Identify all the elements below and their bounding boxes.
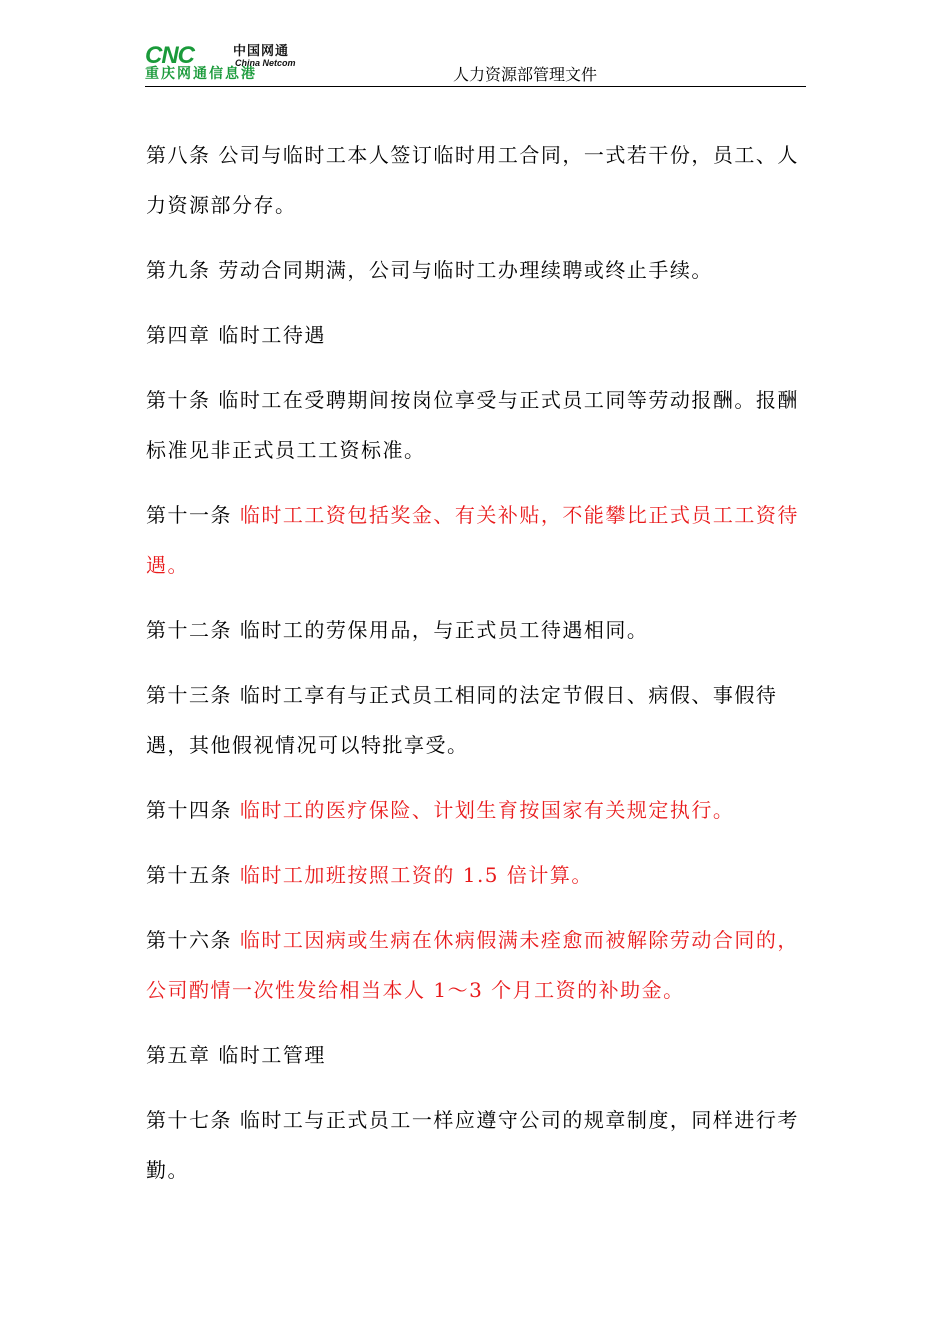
article-paragraph bbox=[146, 670, 808, 770]
logo-cn-name: 中国网通 bbox=[233, 44, 290, 59]
article-text: 公司与临时工本人签订临时用工合同，一式若干份，员工、人力资源部分存。 bbox=[146, 143, 799, 217]
chapter-label: 第四章 bbox=[146, 323, 211, 347]
article-text-highlighted: 临时工加班按照工资的 1.5 倍计算。 bbox=[239, 863, 593, 887]
chapter-heading bbox=[146, 1030, 808, 1080]
article-paragraph bbox=[146, 130, 808, 230]
article-label: 第十条 bbox=[146, 388, 211, 412]
article-label: 第八条 bbox=[146, 143, 211, 167]
document-body bbox=[146, 130, 808, 1210]
chapter-heading bbox=[146, 310, 808, 360]
article-paragraph bbox=[146, 375, 808, 475]
logo-sub-name: 重庆网通信息港 bbox=[145, 66, 257, 82]
article-label: 第十四条 bbox=[146, 798, 232, 822]
article-paragraph bbox=[146, 490, 808, 590]
article-text: 临时工在受聘期间按岗位享受与正式员工同等劳动报酬。报酬标准见非正式员工工资标准。 bbox=[146, 388, 799, 462]
chapter-label: 第五章 bbox=[146, 1043, 211, 1067]
article-label: 第十六条 bbox=[146, 928, 232, 952]
cnc-logo bbox=[145, 44, 335, 84]
article-paragraph bbox=[146, 850, 808, 900]
article-label: 第十五条 bbox=[146, 863, 232, 887]
article-text-highlighted: 临时工的医疗保险、计划生育按国家有关规定执行。 bbox=[239, 798, 735, 822]
article-label: 第九条 bbox=[146, 258, 211, 282]
article-text-highlighted: 临时工工资包括奖金、有关补贴，不能攀比正式员工工资待遇。 bbox=[146, 503, 799, 577]
header-divider bbox=[145, 86, 806, 87]
article-text: 临时工享有与正式员工相同的法定节假日、病假、事假待遇，其他假视情况可以特批享受。 bbox=[146, 683, 778, 757]
chapter-title: 临时工待遇 bbox=[218, 323, 326, 347]
article-text: 临时工的劳保用品，与正式员工待遇相同。 bbox=[239, 618, 649, 642]
article-paragraph bbox=[146, 605, 808, 655]
document-category-label: 人力资源部管理文件 bbox=[453, 65, 598, 84]
article-text: 临时工与正式员工一样应遵守公司的规章制度，同样进行考勤。 bbox=[146, 1108, 799, 1182]
article-text: 劳动合同期满，公司与临时工办理续聘或终止手续。 bbox=[218, 258, 713, 282]
article-text-highlighted: 临时工因病或生病在休病假满未痊愈而被解除劳动合同的，公司酌情一次性发给相当本人 1～3 个月工资的补助金。 bbox=[146, 928, 799, 1002]
article-label: 第十七条 bbox=[146, 1108, 232, 1132]
article-paragraph bbox=[146, 245, 808, 295]
article-label: 第十一条 bbox=[146, 503, 232, 527]
chapter-title: 临时工管理 bbox=[218, 1043, 326, 1067]
article-label: 第十三条 bbox=[146, 683, 232, 707]
article-paragraph bbox=[146, 915, 808, 1015]
article-paragraph bbox=[146, 1095, 808, 1195]
page-header bbox=[145, 44, 806, 88]
logo-en-name: China Netcom bbox=[235, 58, 296, 68]
article-label: 第十二条 bbox=[146, 618, 232, 642]
article-paragraph bbox=[146, 785, 808, 835]
logo-brand: CNC bbox=[145, 42, 194, 69]
